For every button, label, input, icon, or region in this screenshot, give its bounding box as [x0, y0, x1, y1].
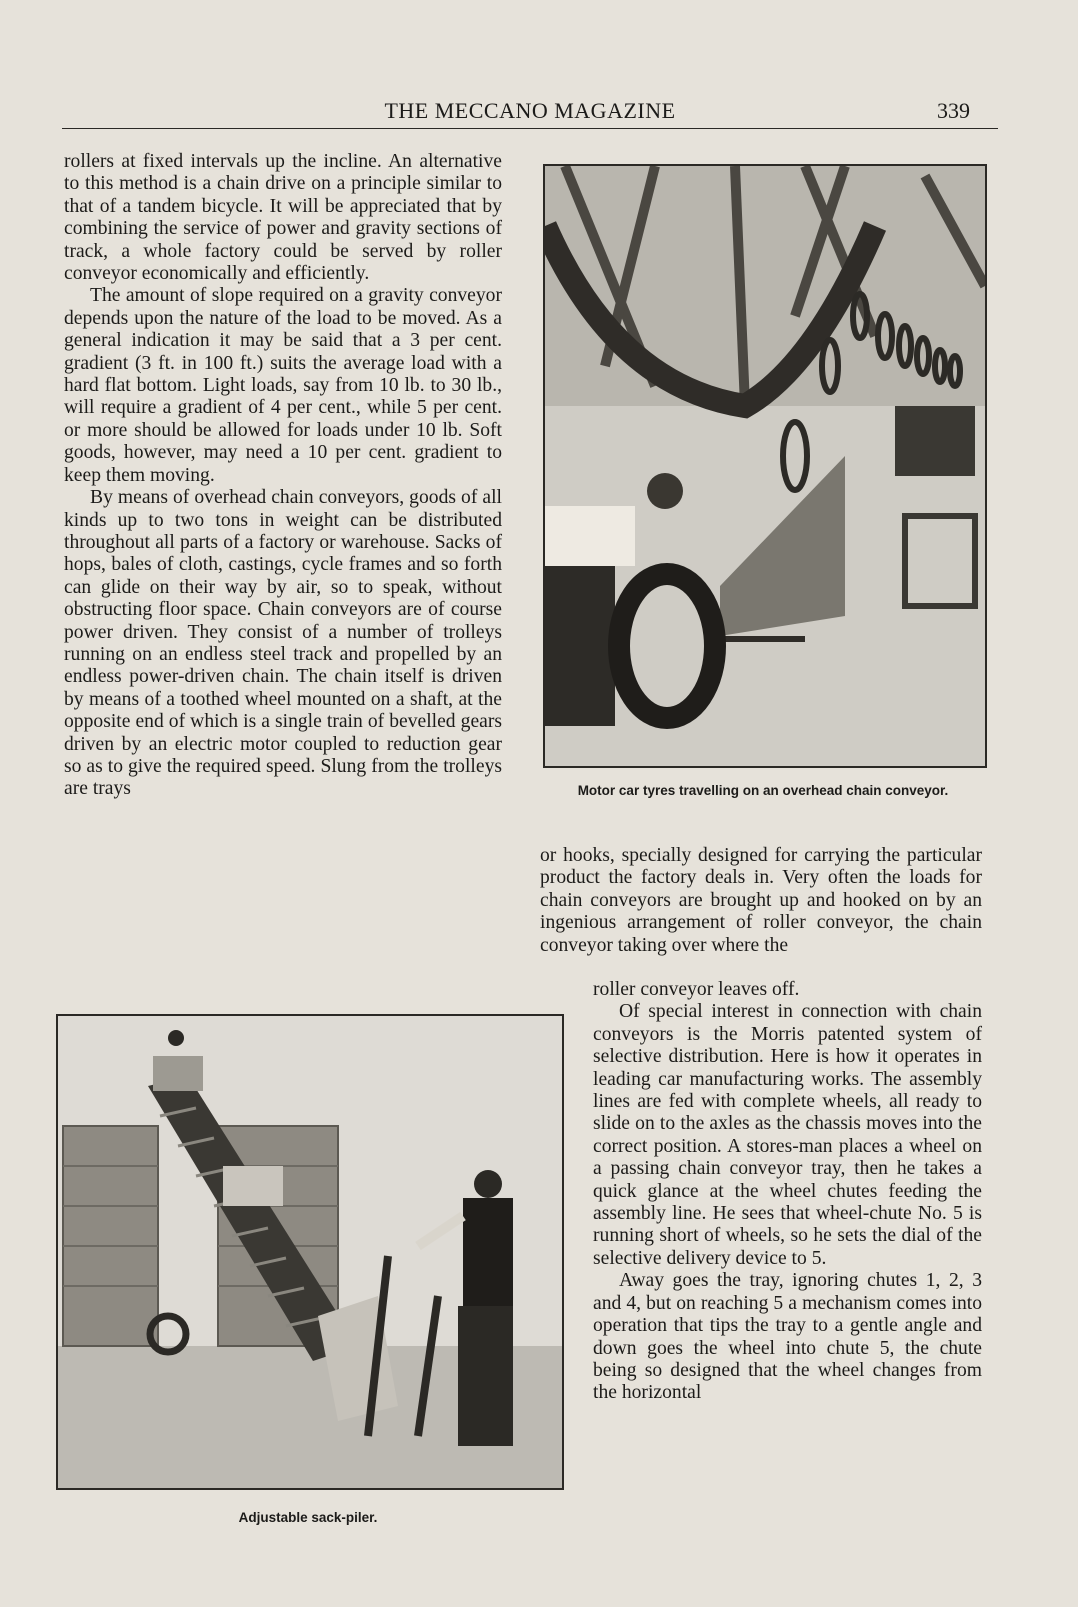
paragraph: or hooks, specially designed for carrying the particular product the factory deals in. Very often the loads for chain conveyors are brought up and hooked on by an ingenious arrangement of roller conveyor, the chain conveyor taking over where the — [540, 845, 982, 956]
right-text-column-top — [540, 845, 982, 957]
sack-piler-caption — [56, 1509, 560, 1526]
sack-piler-illustration — [58, 1016, 562, 1488]
right-text-column-bottom — [593, 979, 982, 1405]
caption-text: Motor car tyres travelling on an overhead chain conveyor. — [577, 783, 949, 798]
paragraph: rollers at fixed intervals up the incline. An alternative to this method is a chain drive on a principle similar to that of a tandem bicycle. It will be appreciated that by combining the service of power and gravity sections of track, a whole factory could be served by roller conveyor economically and efficiently. — [64, 151, 502, 285]
sack-piler-photo — [56, 1014, 564, 1490]
paragraph: Away goes the tray, ignoring chutes 1, 2, 3 and 4, but on reaching 5 a mechanism comes into operation that tips the tray to a gentle angle and down goes the wheel into chute 5, the chute being so designed that the wheel changes from the horizontal — [593, 1270, 982, 1404]
magazine-title: THE MECCANO MAGAZINE — [384, 98, 676, 123]
paragraph: By means of overhead chain conveyors, goods of all kinds up to two tons in weight can be distributed throughout all parts of a factory or warehouse. Sacks of hops, bales of cloth, castings, cycle frames and so forth can glide on their way by air, so to speak, without obstructing floor space. Chain conveyors are of course power driven. They consist of a number of trolleys running on an endless steel track and propelled by an endless power-driven chain. The chain itself is driven by means of a toothed wheel mounted on a shaft, at the opposite end of which is a single train of bevelled gears driven by an electric motor coupled to reduction gear so as to give the required speed. Slung from the trolleys are trays — [64, 487, 502, 800]
page-number: 339 — [937, 98, 970, 123]
left-text-column — [64, 151, 502, 801]
tyre-conveyor-illustration — [545, 166, 985, 766]
page-header — [62, 98, 998, 129]
paragraph: Of special interest in connection with chain conveyors is the Morris patented system of selective distribution. Here is how it operates in leading car manufacturing works. The assembly lines are fed with complete wheels, all ready to slide on to the axles as the chassis moves into the correct position. A stores-man places a wheel on a passing chain conveyor tray, then he takes a quick glance at the wheel chutes feeding the assembly line. He sees that wheel-chute No. 5 is running short of wheels, so he sets the dial of the selective delivery device to 5. — [593, 1001, 982, 1269]
paragraph: roller conveyor leaves off. — [593, 979, 800, 1000]
paragraph: The amount of slope required on a gravity conveyor depends upon the nature of the load to be moved. As a general indication it may be said that a 3 per cent. gradient (3 ft. in 100 ft.) suits the average load with a hard flat bottom. Light loads, say from 10 lb. to 30 lb., will require a gradient of 4 per cent., while 5 per cent. or more should be allowed for loads under 10 lb. Soft goods, however, may need a 10 per cent. gradient to keep them moving. — [64, 285, 502, 486]
tyre-photo-caption — [536, 782, 990, 799]
tyre-conveyor-photo — [543, 164, 987, 768]
caption-text: Adjustable sack-piler. — [238, 1510, 378, 1525]
